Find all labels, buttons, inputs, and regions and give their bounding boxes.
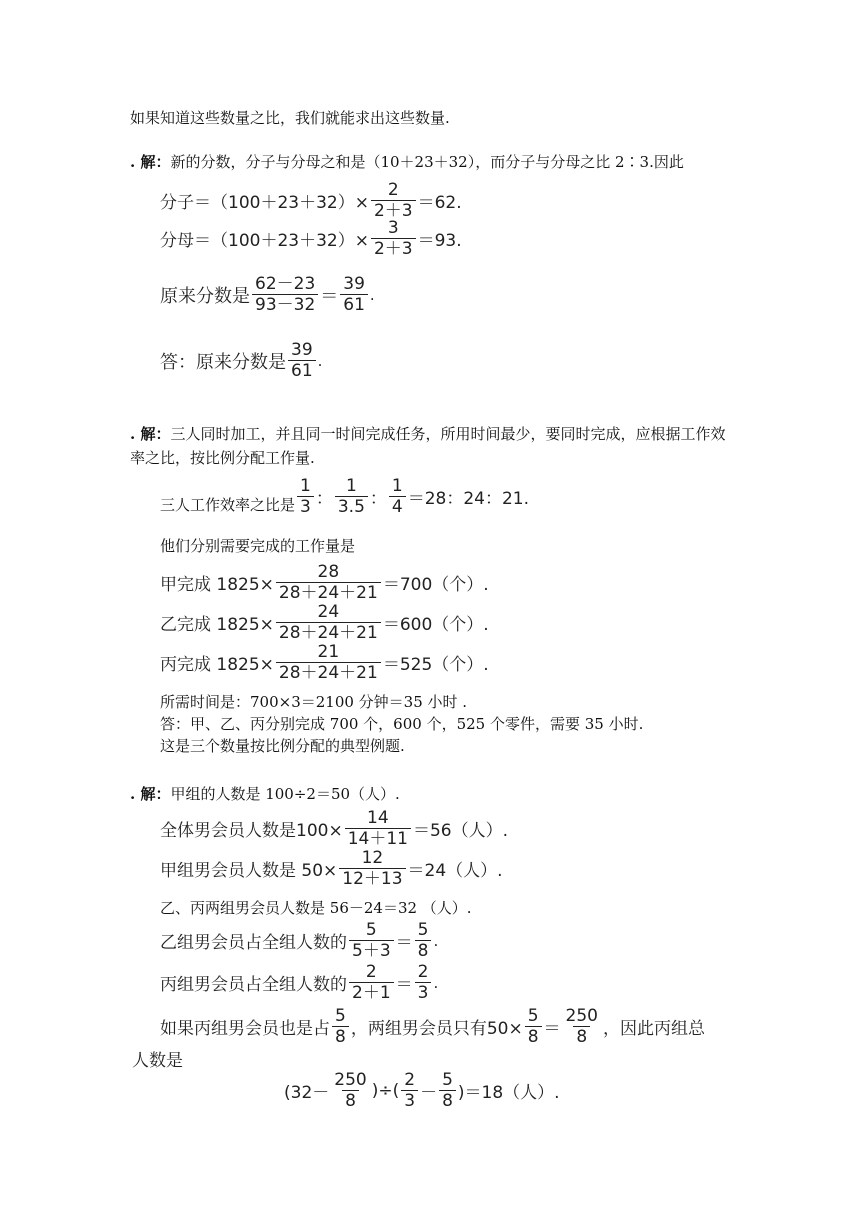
equals-sign: ＝: [395, 933, 413, 953]
fraction-numerator: 1: [300, 476, 311, 496]
equation-right: )＝18（人）.: [457, 1083, 560, 1103]
minus-sign: －: [420, 1083, 438, 1103]
answer-text: 答：原来分数是: [160, 351, 286, 373]
solution-1-header: [130, 152, 684, 172]
fraction-numerator: 2: [417, 962, 429, 982]
intro-text: 如果知道这些数量之比，我们就能求出这些数量.: [130, 109, 450, 127]
workload-label: 他们分别需要完成的工作量是: [160, 537, 356, 555]
equation-right: ＝700（个）.: [382, 575, 489, 595]
fraction-denominator: 61: [288, 360, 316, 381]
equation-right: ＝24（人）.: [407, 861, 503, 881]
period: .: [317, 351, 323, 370]
fraction: [401, 1070, 418, 1111]
equation-left: 原来分数是: [160, 285, 250, 307]
solution-2-text-line2: 率之比，按比例分配工作量.: [130, 449, 315, 467]
denominator-equation: [160, 218, 462, 259]
fraction: [563, 1006, 601, 1047]
fraction: [415, 920, 432, 961]
groups-bc-male-count: 乙、丙两组男会员人数是 56－24＝32 （人）.: [160, 899, 472, 917]
equation-left: 分母＝（100＋23＋32）×: [160, 231, 369, 251]
fraction-numerator: 2: [404, 1070, 416, 1090]
solution-label: . 解：: [130, 425, 171, 443]
fraction-numerator: 39: [291, 340, 313, 360]
fraction-numerator: 250: [334, 1070, 367, 1090]
ratio-separator: ：: [315, 489, 333, 509]
fraction-numerator: 2: [387, 180, 399, 200]
fraction-denominator: 8: [342, 1090, 359, 1111]
equation-left: 分子＝（100＋23＋32）×: [160, 193, 369, 213]
fraction: [276, 602, 381, 643]
fraction-numerator: 24: [317, 602, 340, 622]
fraction: [332, 1006, 349, 1047]
equation-left: 乙完成 1825×: [160, 615, 274, 635]
fraction: [288, 340, 316, 381]
equation-left: 甲完成 1825×: [160, 575, 274, 595]
fraction-denominator: 8: [525, 1026, 542, 1047]
equation-left: 丙组男会员占全组人数的: [160, 975, 347, 995]
solution-2-header: [130, 424, 725, 444]
fraction: [345, 808, 411, 849]
fraction-denominator: 3: [415, 982, 432, 1003]
equation-right: ＝600（个）.: [382, 615, 489, 635]
fraction-denominator: 5＋3: [349, 940, 394, 961]
solution-3-header: [130, 784, 400, 804]
fraction-numerator: 14: [367, 808, 389, 828]
fraction-numerator: 1: [391, 476, 403, 496]
fraction-numerator: 21: [317, 642, 340, 662]
numerator-equation: [160, 180, 462, 221]
fraction: [389, 476, 406, 517]
fraction-denominator: 8: [415, 940, 432, 961]
fraction-numerator: 250: [565, 1006, 598, 1026]
fraction-numerator: 5: [335, 1006, 346, 1026]
original-fraction-equation: [160, 274, 375, 315]
equation-text: ，因此丙组总: [603, 1019, 705, 1039]
fraction: [371, 180, 416, 221]
equation-text: 如果丙组男会员也是占: [160, 1019, 330, 1039]
fraction-denominator: 2＋1: [349, 982, 394, 1003]
fraction: [331, 1070, 369, 1111]
equation-left: 丙完成 1825×: [160, 655, 274, 675]
equation-text: ，两组男会员只有50×: [350, 1019, 523, 1039]
fraction-denominator: 28＋24＋21: [276, 582, 381, 603]
solution-text: 三人同时加工，并且同一时间完成任务，所用时间最少，要同时完成，应根据工作效: [170, 425, 726, 443]
ratio-separator: ：: [369, 489, 387, 509]
answer-1: [160, 340, 322, 381]
group-a-male-equation: [160, 848, 503, 889]
solution-label: . 解：: [130, 153, 171, 171]
fraction-numerator: 5: [365, 920, 377, 940]
equation-text: )÷(: [371, 1080, 400, 1101]
fraction-denominator: 3: [401, 1090, 418, 1111]
yi-workload-equation: [160, 602, 489, 643]
fraction: [439, 1070, 456, 1111]
equation-left: 甲组男会员人数是 50×: [160, 861, 338, 881]
fraction: [415, 962, 432, 1003]
equation-right: ＝93.: [417, 231, 462, 251]
bing-workload-equation: [160, 642, 489, 683]
fraction-denominator: 3.5: [335, 496, 368, 517]
equation-text: (32－: [284, 1083, 330, 1103]
final-equation: [284, 1070, 560, 1111]
fraction-denominator: 2＋3: [371, 238, 416, 259]
period: .: [433, 973, 439, 992]
equation-right: ＝62.: [417, 193, 462, 213]
fraction: [349, 920, 394, 961]
equals-sign: ＝: [543, 1019, 561, 1039]
fraction-numerator: 5: [442, 1070, 453, 1090]
fraction-denominator: 28＋24＋21: [276, 622, 381, 643]
fraction-denominator: 3: [297, 496, 314, 517]
fraction-numerator: 39: [343, 274, 365, 294]
fraction: [339, 848, 405, 889]
ratio-result: ＝28：24：21.: [407, 489, 530, 509]
jia-workload-equation: [160, 562, 489, 603]
fraction: [297, 476, 314, 517]
fraction-numerator: 3: [387, 218, 399, 238]
hypothesis-equation: [160, 1006, 705, 1047]
fraction-denominator: 28＋24＋21: [276, 662, 381, 683]
equals-sign: ＝: [395, 975, 413, 995]
fraction-numerator: 28: [317, 562, 340, 582]
equals-sign: ＝: [320, 285, 339, 307]
fraction-denominator: 8: [573, 1026, 590, 1047]
group-b-ratio-equation: [160, 920, 438, 961]
hypothesis-line2: 人数是: [132, 1051, 183, 1071]
equation-right: ＝525（个）.: [382, 655, 489, 675]
equation-right: ＝56（人）.: [412, 821, 509, 841]
fraction-denominator: 93－32: [252, 294, 318, 315]
efficiency-ratio: [160, 476, 529, 517]
fraction-numerator: 5: [527, 1006, 539, 1026]
fraction-denominator: 14＋11: [345, 828, 411, 849]
fraction-denominator: 8: [332, 1026, 349, 1047]
fraction-denominator: 8: [439, 1090, 456, 1111]
fraction: [349, 962, 394, 1003]
fraction: [335, 476, 368, 517]
time-needed: 所需时间是：700×3＝2100 分钟＝35 小时 .: [160, 693, 468, 711]
group-c-ratio-equation: [160, 962, 438, 1003]
solution-text: 新的分数，分子与分母之和是（10＋23＋32），而分子与分母之比 2∶3.因此: [170, 153, 684, 171]
period: .: [369, 285, 375, 304]
equation-left: 乙组男会员占全组人数的: [160, 933, 347, 953]
total-male-equation: [160, 808, 508, 849]
solution-text: 甲组的人数是 100÷2＝50（人）.: [170, 785, 400, 803]
fraction-numerator: 62－23: [255, 274, 316, 294]
fraction-numerator: 1: [345, 476, 357, 496]
fraction: [276, 562, 381, 603]
fraction-denominator: 61: [340, 294, 368, 315]
period: .: [433, 931, 439, 950]
note-text: 这是三个数量按比例分配的典型例题.: [160, 737, 405, 755]
fraction: [276, 642, 381, 683]
solution-label: . 解：: [130, 785, 171, 803]
equation-left: 全体男会员人数是100×: [160, 821, 343, 841]
ratio-label: 三人工作效率之比是: [160, 496, 296, 514]
fraction-denominator: 12＋13: [339, 868, 405, 889]
fraction: [340, 274, 368, 315]
fraction-denominator: 2＋3: [371, 200, 416, 221]
fraction: [252, 274, 318, 315]
fraction-numerator: 2: [365, 962, 377, 982]
answer-2: 答：甲、乙、丙分别完成 700 个，600 个，525 个零件，需要 35 小时.: [160, 715, 644, 733]
fraction-numerator: 12: [361, 848, 384, 868]
fraction: [371, 218, 416, 259]
fraction-numerator: 5: [417, 920, 429, 940]
fraction-denominator: 4: [389, 496, 406, 517]
fraction: [525, 1006, 542, 1047]
